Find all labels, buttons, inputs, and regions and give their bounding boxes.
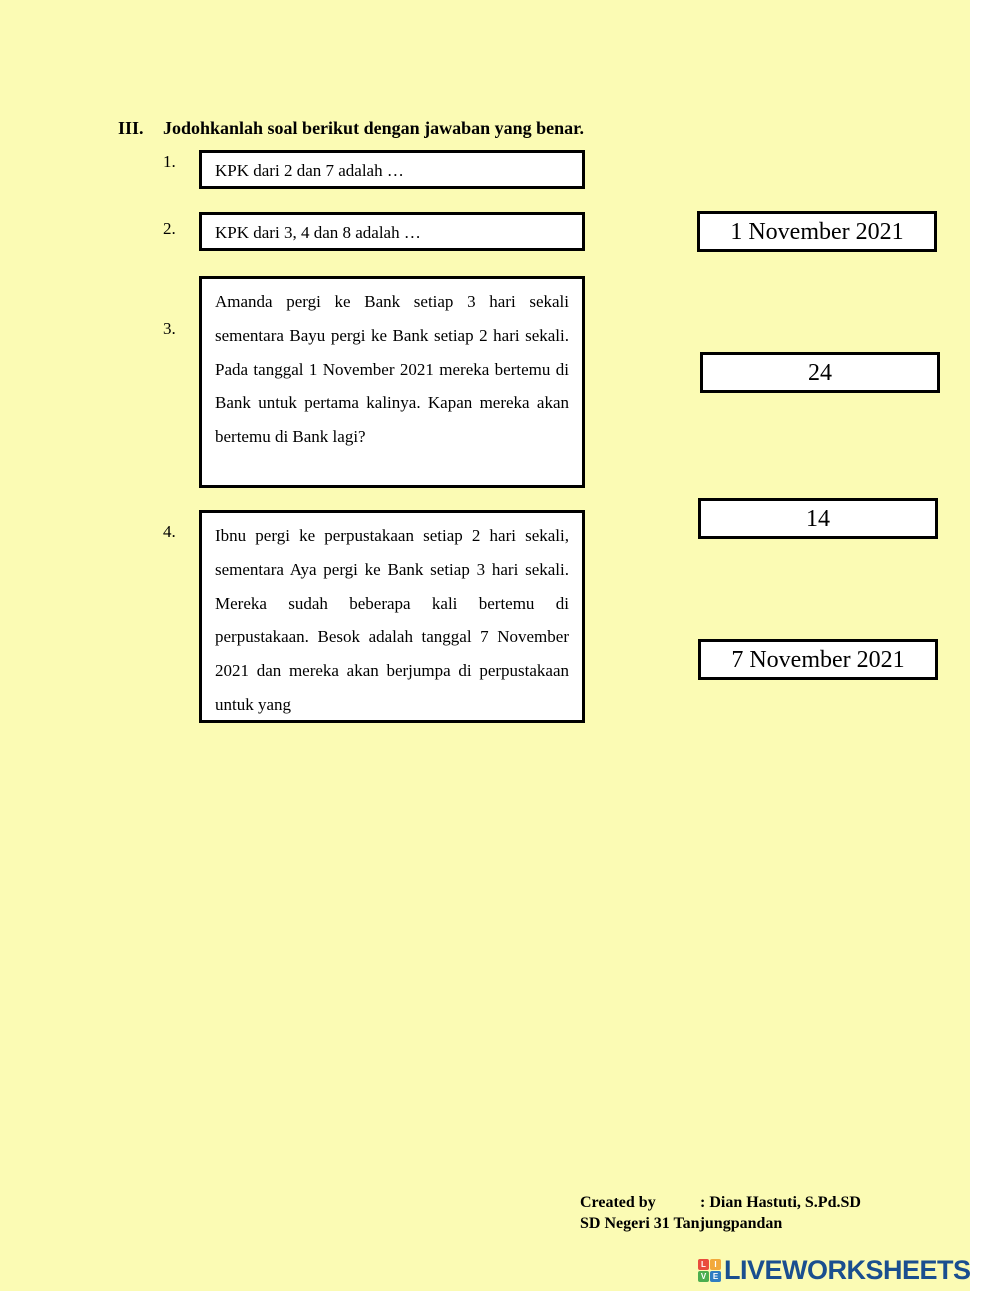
footer-credits xyxy=(580,1192,861,1234)
section-number: III. xyxy=(118,118,144,138)
question-box-3[interactable] xyxy=(199,276,585,488)
question-box-1[interactable] xyxy=(199,150,585,189)
answer-box-2[interactable]: 24 xyxy=(700,352,940,393)
question-number-2: 2. xyxy=(163,219,176,238)
logo-letter-i: I xyxy=(710,1259,721,1270)
question-box-2[interactable] xyxy=(199,212,585,251)
answer-box-4[interactable]: 7 November 2021 xyxy=(698,639,938,680)
question-text-2: KPK dari 3, 4 dan 8 adalah … xyxy=(215,223,421,242)
answer-box-1[interactable]: 1 November 2021 xyxy=(697,211,937,252)
question-number-1: 1. xyxy=(163,152,176,171)
logo-letter-e: E xyxy=(710,1271,721,1282)
question-number-4: 4. xyxy=(163,522,176,541)
brand-logo-icon xyxy=(698,1259,721,1282)
question-text-1: KPK dari 2 dan 7 adalah … xyxy=(215,161,404,180)
liveworksheets-brand xyxy=(698,1255,971,1286)
answer-box-3[interactable]: 14 xyxy=(698,498,938,539)
section-heading xyxy=(118,118,584,139)
question-number-3: 3. xyxy=(163,319,176,338)
question-text-3: Amanda pergi ke Bank setiap 3 hari sekali sementara Bayu pergi ke Bank setiap 2 hari sekali. Pada tanggal 1 November 2021 mereka bertemu di Bank untuk pertama kalinya. Kapan mereka akan bertemu di Bank lagi? xyxy=(215,292,569,447)
question-text-4: Ibnu pergi ke perpustakaan setiap 2 hari sekali, sementara Aya pergi ke Bank setiap 3 hari sekali. Mereka sudah beberapa kali bertemu di perpustakaan. Besok adalah tanggal 7 November 2021 dan mereka akan berjumpa di perpustakaan untuk yang xyxy=(215,526,569,714)
section-instruction: Jodohkanlah soal berikut dengan jawaban yang benar. xyxy=(163,118,584,138)
logo-letter-l: L xyxy=(698,1259,709,1270)
created-by-line xyxy=(580,1192,861,1213)
brand-name: LIVEWORKSHEETS xyxy=(724,1255,971,1285)
logo-letter-v: V xyxy=(698,1271,709,1282)
created-value: : Dian Hastuti, S.Pd.SD xyxy=(700,1194,861,1211)
school-name: SD Negeri 31 Tanjungpandan xyxy=(580,1215,783,1232)
question-box-4[interactable] xyxy=(199,510,585,723)
created-label: Created by xyxy=(580,1194,656,1211)
